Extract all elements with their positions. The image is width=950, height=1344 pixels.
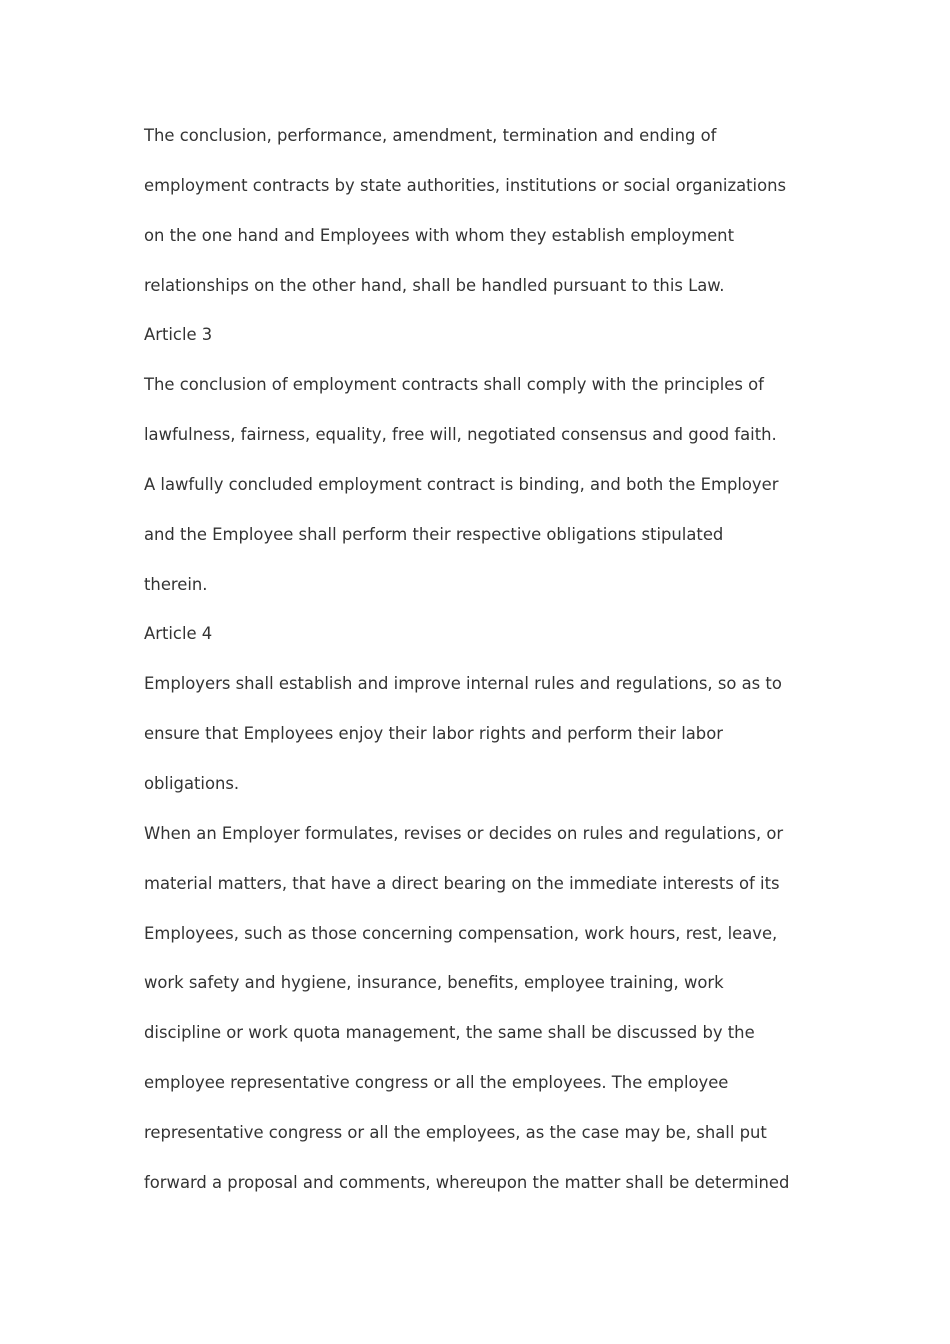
text-line: obligations. xyxy=(144,773,240,793)
text-line: material matters, that have a direct bearing on the immediate interests of its xyxy=(144,873,780,893)
text-line: representative congress or all the employees, as the case may be, shall put xyxy=(144,1122,767,1142)
text-line: discipline or work quota management, the same shall be discussed by the xyxy=(144,1023,755,1043)
text-line: A lawfully concluded employment contract is binding, and both the Employer xyxy=(144,474,779,494)
text-line: on the one hand and Employees with whom they establish employment xyxy=(144,225,734,245)
text-line: forward a proposal and comments, whereupon the matter shall be determined xyxy=(144,1172,790,1192)
text-line: employee representative congress or all the employees. The employee xyxy=(144,1073,729,1093)
text-line: The conclusion of employment contracts shall comply with the principles of xyxy=(144,375,764,395)
text-line: Employees, such as those concerning compensation, work hours, rest, leave, xyxy=(144,923,778,943)
text-line: and the Employee shall perform their respective obligations stipulated xyxy=(144,524,724,544)
article-heading: Article 4 xyxy=(144,624,213,644)
text-line: Employers shall establish and improve internal rules and regulations, so as to xyxy=(144,674,782,694)
text-line: ensure that Employees enjoy their labor rights and perform their labor xyxy=(144,724,723,744)
article-heading: Article 3 xyxy=(144,325,213,345)
text-line: employment contracts by state authorities, institutions or social organizations xyxy=(144,175,787,195)
text-line: lawfulness, fairness, equality, free will, negotiated consensus and good faith. xyxy=(144,425,777,445)
text-line: The conclusion, performance, amendment, termination and ending of xyxy=(144,126,717,145)
text-line: work safety and hygiene, insurance, benefits, employee training, work xyxy=(144,973,724,993)
text-line: therein. xyxy=(144,574,208,594)
document-body xyxy=(144,111,824,1208)
text-line: relationships on the other hand, shall be handled pursuant to this Law. xyxy=(144,275,725,295)
text-line: When an Employer formulates, revises or decides on rules and regulations, or xyxy=(144,823,784,843)
